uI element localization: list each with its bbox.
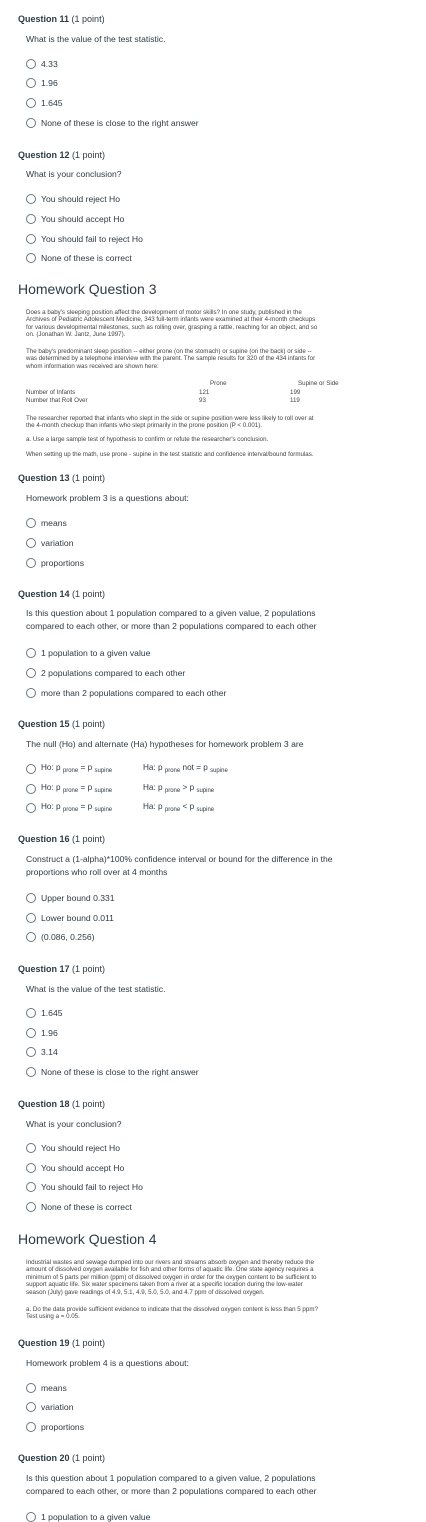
question-18-prompt: What is your conclusion? xyxy=(26,1119,122,1129)
table-header-prone: Prone xyxy=(210,380,227,387)
radio-icon[interactable] xyxy=(26,784,36,794)
q20-option-1[interactable] xyxy=(26,1512,150,1522)
radio-icon[interactable] xyxy=(26,1143,36,1153)
table-cell: 199 xyxy=(290,389,301,396)
question-label: Question 14 xyxy=(18,589,70,599)
option-label: None of these is correct xyxy=(41,1202,132,1212)
option-label: Lower bound 0.011 xyxy=(41,913,114,923)
option-label: 1.645 xyxy=(41,1008,63,1018)
question-12-heading xyxy=(18,150,105,160)
radio-icon[interactable] xyxy=(26,893,36,903)
operator: not = xyxy=(182,763,201,772)
radio-icon[interactable] xyxy=(26,1512,36,1522)
radio-icon[interactable] xyxy=(26,98,36,108)
p-symbol: p xyxy=(87,763,93,772)
question-label: Question 20 xyxy=(18,1453,70,1463)
p-symbol: p xyxy=(87,802,93,811)
option-label: 1.645 xyxy=(41,98,63,108)
subscript: prone xyxy=(164,788,181,794)
radio-icon[interactable] xyxy=(26,59,36,69)
option-label: You should accept Ho xyxy=(41,1163,125,1173)
question-16-prompt xyxy=(26,853,406,879)
option-label: You should reject Ho xyxy=(41,194,120,204)
null-hypothesis xyxy=(41,802,143,813)
option-label: 1.96 xyxy=(41,1028,58,1038)
homework-3-paragraph-3 xyxy=(26,415,396,430)
option-label: 1 population to a given value xyxy=(41,648,151,658)
table-cell: 121 xyxy=(199,389,210,396)
q15-option-1[interactable] xyxy=(26,763,228,774)
radio-icon[interactable] xyxy=(26,932,36,942)
text-line: proportions who roll over at 4 months xyxy=(26,867,168,877)
question-15-heading xyxy=(18,719,105,729)
radio-icon[interactable] xyxy=(26,78,36,88)
question-19-heading xyxy=(18,1338,105,1348)
operator: = xyxy=(80,783,86,792)
q16-option-2[interactable] xyxy=(26,913,114,923)
option-label: None of these is correct xyxy=(41,253,132,263)
text-line: minimum of 5 parts per million (ppm) of dissolved oxygen in order for the oxygen content to be sufficient to xyxy=(26,1273,317,1281)
radio-icon[interactable] xyxy=(26,558,36,568)
q11-option-2[interactable] xyxy=(26,78,58,88)
question-16-heading xyxy=(18,834,105,844)
option-label: means xyxy=(41,1383,67,1393)
text-line: compared to each other, or more than 2 populations compared to each other xyxy=(26,1486,317,1496)
question-points: (1 point) xyxy=(72,150,106,160)
question-14-prompt xyxy=(26,607,406,633)
alternate-hypothesis xyxy=(143,763,228,774)
option-label: You should accept Ho xyxy=(41,214,125,224)
q13-option-1[interactable] xyxy=(26,518,67,528)
question-points: (1 point) xyxy=(72,1099,106,1109)
radio-icon[interactable] xyxy=(26,1008,36,1018)
option-label: None of these is close to the right answer xyxy=(41,118,199,128)
q16-option-1[interactable] xyxy=(26,893,115,903)
q12-option-4[interactable] xyxy=(26,253,132,263)
operator: > xyxy=(182,783,188,792)
subscript: supine xyxy=(196,788,215,794)
text-line: on. (Jonathan W. Jantz, June 1997). xyxy=(26,331,126,339)
subscript: prone xyxy=(62,788,79,794)
p-symbol: p xyxy=(56,783,61,792)
question-points: (1 point) xyxy=(72,834,106,844)
text-line: The researcher reported that infants who slept in the side or supine position were less likely to roll over at xyxy=(26,415,314,422)
question-points: (1 point) xyxy=(72,473,106,483)
radio-icon[interactable] xyxy=(26,1067,36,1077)
subscript: supine xyxy=(210,768,228,774)
question-points: (1 point) xyxy=(72,964,106,974)
text-line: support aquatic life. Six water specimens taken from a river at a specific location during the low-water xyxy=(26,1281,303,1289)
q14-option-1[interactable] xyxy=(26,648,150,658)
null-hypothesis xyxy=(41,763,143,774)
alternate-hypothesis xyxy=(143,783,214,794)
text-line: Does a baby's sleeping position affect the development of motor skills? In one study, published in the xyxy=(26,309,302,316)
q11-option-3[interactable] xyxy=(26,98,63,108)
question-11-heading xyxy=(18,14,105,24)
subscript: supine xyxy=(196,807,215,813)
text-line: amount of dissolved oxygen available for fish and other forms of aquatic life. One state agency requires a xyxy=(26,1266,314,1274)
homework-4-paragraph-1 xyxy=(26,1259,396,1296)
option-label: means xyxy=(41,518,67,528)
q14-option-2[interactable] xyxy=(26,668,185,678)
radio-icon[interactable] xyxy=(26,1028,36,1038)
option-label: proportions xyxy=(41,1422,84,1432)
q13-option-3[interactable] xyxy=(26,558,84,568)
question-points: (1 point) xyxy=(72,1453,106,1463)
option-label: variation xyxy=(41,1402,74,1412)
radio-icon[interactable] xyxy=(26,1163,36,1173)
text-line: season (July) gave readings of 4.9, 5.1, 4.9, 5.0, 5.0, and 4.7 ppm of dissolved oxygen. xyxy=(26,1288,265,1296)
option-label: proportions xyxy=(41,558,84,568)
text-line: a. Do the data provide sufficient evidence to indicate that the dissolved oxygen content is less than 5 ppm? xyxy=(26,1306,318,1313)
q18-option-3[interactable] xyxy=(26,1182,143,1192)
p-symbol: p xyxy=(56,763,61,772)
text-line: Construct a (1-alpha)*100% confidence interval or bound for the difference in the xyxy=(26,854,333,864)
question-label: Question 15 xyxy=(18,719,70,729)
radio-icon[interactable] xyxy=(26,1402,36,1412)
radio-icon[interactable] xyxy=(26,214,36,224)
option-label: Upper bound 0.331 xyxy=(41,893,115,903)
q19-option-3[interactable] xyxy=(26,1422,84,1432)
text-line: compared to each other, or more than 2 populations compared to each other xyxy=(26,621,317,631)
q14-option-3[interactable] xyxy=(26,688,226,698)
question-20-heading xyxy=(18,1453,105,1463)
ho-prefix: Ho: xyxy=(41,783,54,792)
radio-icon[interactable] xyxy=(26,1422,36,1432)
q18-option-1[interactable] xyxy=(26,1143,120,1153)
option-label: None of these is close to the right answer xyxy=(41,1067,199,1077)
question-label: Question 12 xyxy=(18,150,70,160)
ho-prefix: Ho: xyxy=(41,763,54,772)
subscript: prone xyxy=(62,768,79,774)
text-line: Archives of Pediatric Adolescent Medicine, 343 full-term infants were examined at their 4-month checkups xyxy=(26,316,316,324)
operator: = xyxy=(80,763,86,772)
table-header-supine: Supine or Side xyxy=(298,380,339,387)
question-points: (1 point) xyxy=(71,14,105,24)
radio-icon[interactable] xyxy=(26,234,36,244)
question-points: (1 point) xyxy=(72,1338,106,1348)
ha-prefix: Ha: xyxy=(143,783,156,792)
question-20-prompt xyxy=(26,1472,406,1498)
ha-prefix: Ha: xyxy=(143,802,156,811)
question-14-heading xyxy=(18,589,105,599)
q18-option-2[interactable] xyxy=(26,1163,124,1173)
radio-icon[interactable] xyxy=(26,668,36,678)
q16-option-3[interactable] xyxy=(26,932,95,942)
question-17-heading xyxy=(18,964,105,974)
homework-4-title: Homework Question 4 xyxy=(18,1231,157,1247)
alternate-hypothesis xyxy=(143,802,214,813)
p-symbol: p xyxy=(203,763,208,772)
option-label: You should fail to reject Ho xyxy=(41,234,143,244)
option-label: 1.96 xyxy=(41,78,58,88)
homework-3-paragraph-4: a. Use a large sample test of hypothesis to confirm or refute the researcher's conclusion. xyxy=(26,436,269,443)
text-line: The baby's predominant sleep position -- either prone (on the stomach) or supine (on the back) or side -- xyxy=(26,348,312,355)
question-11-prompt: What is the value of the test statistic. xyxy=(26,34,166,44)
radio-icon[interactable] xyxy=(26,913,36,923)
null-hypothesis xyxy=(41,783,143,794)
radio-icon[interactable] xyxy=(26,688,36,698)
q17-option-4[interactable] xyxy=(26,1067,199,1077)
text-line: Is this question about 1 population compared to a given value, 2 populations xyxy=(26,1473,316,1483)
q13-option-2[interactable] xyxy=(26,538,73,548)
option-label: variation xyxy=(41,538,74,548)
question-points: (1 point) xyxy=(72,719,106,729)
text-line: the 4-month checkup than infants who slept primarily in the prone position (P < 0.001). xyxy=(26,422,263,430)
radio-icon[interactable] xyxy=(26,253,36,263)
text-line: Industrial wastes and sewage dumped into our rivers and streams absorb oxygen and thereby reduce the xyxy=(26,1259,314,1266)
radio-icon[interactable] xyxy=(26,194,36,204)
radio-icon[interactable] xyxy=(26,518,36,528)
q18-option-4[interactable] xyxy=(26,1202,132,1212)
radio-icon[interactable] xyxy=(26,648,36,658)
operator: = xyxy=(80,802,86,811)
q12-option-1[interactable] xyxy=(26,194,120,204)
question-label: Question 16 xyxy=(18,834,70,844)
p-symbol: p xyxy=(158,763,163,772)
homework-4-paragraph-2 xyxy=(26,1306,396,1321)
q15-option-2[interactable] xyxy=(26,783,214,794)
option-label: You should reject Ho xyxy=(41,1143,120,1153)
question-19-prompt: Homework problem 4 is a questions about: xyxy=(26,1358,189,1368)
subscript: prone xyxy=(164,807,181,813)
subscript: prone xyxy=(62,807,79,813)
q12-option-3[interactable] xyxy=(26,234,143,244)
q19-option-2[interactable] xyxy=(26,1402,73,1412)
question-12-prompt: What is your conclusion? xyxy=(26,169,122,179)
ho-prefix: Ho: xyxy=(41,802,54,811)
question-label: Question 11 xyxy=(18,14,70,24)
q11-option-4[interactable] xyxy=(26,118,199,128)
p-symbol: p xyxy=(87,783,93,792)
p-symbol: p xyxy=(158,783,163,792)
question-points: (1 point) xyxy=(72,589,106,599)
homework-3-paragraph-5: When setting up the math, use prone - supine in the test statistic and confidence interval/bound formulas. xyxy=(26,451,314,458)
radio-icon[interactable] xyxy=(26,1047,36,1057)
question-label: Question 13 xyxy=(18,473,70,483)
p-symbol: p xyxy=(189,783,195,792)
p-symbol: p xyxy=(189,802,195,811)
homework-3-title: Homework Question 3 xyxy=(18,281,157,297)
table-row-label: Number that Roll Over xyxy=(26,397,88,404)
table-cell: 93 xyxy=(199,397,206,404)
q15-option-3[interactable] xyxy=(26,802,214,813)
option-label: 2 populations compared to each other xyxy=(41,668,186,678)
operator: < xyxy=(182,802,188,811)
q12-option-2[interactable] xyxy=(26,214,124,224)
ha-prefix: Ha: xyxy=(143,763,156,772)
q17-option-2[interactable] xyxy=(26,1028,58,1038)
radio-icon[interactable] xyxy=(26,1202,36,1212)
p-symbol: p xyxy=(158,802,163,811)
table-row-label: Number of Infants xyxy=(26,389,76,396)
question-13-prompt: Homework problem 3 is a questions about: xyxy=(26,493,189,503)
q19-option-1[interactable] xyxy=(26,1383,67,1393)
option-label: 4.33 xyxy=(41,59,58,69)
table-cell: 119 xyxy=(290,397,300,404)
radio-icon[interactable] xyxy=(26,538,36,548)
option-label: 1 population to a given value xyxy=(41,1512,151,1522)
subscript: supine xyxy=(94,768,113,774)
text-line: whom information was received are shown here: xyxy=(26,362,159,370)
text-line: Test using a = 0.05. xyxy=(26,1313,80,1321)
radio-icon[interactable] xyxy=(26,764,36,774)
radio-icon[interactable] xyxy=(26,803,36,813)
option-label: (0.086, 0.256) xyxy=(41,932,95,942)
option-label: 3.14 xyxy=(41,1047,58,1057)
question-label: Question 17 xyxy=(18,964,70,974)
homework-3-paragraph-2 xyxy=(26,348,396,370)
subscript: prone xyxy=(164,768,181,774)
q17-option-1[interactable] xyxy=(26,1008,63,1018)
question-label: Question 19 xyxy=(18,1338,70,1348)
subscript: supine xyxy=(94,788,113,794)
question-13-heading xyxy=(18,473,105,483)
radio-icon[interactable] xyxy=(26,1383,36,1393)
text-line: Is this question about 1 population compared to a given value, 2 populations xyxy=(26,608,316,618)
radio-icon[interactable] xyxy=(26,1182,36,1192)
question-label: Question 18 xyxy=(18,1099,70,1109)
text-line: for various developmental milestones, such as rolling over, grasping a rattle, reaching for an object, and so xyxy=(26,323,318,331)
option-label: more than 2 populations compared to each other xyxy=(41,688,227,698)
question-15-prompt: The null (Ho) and alternate (Ha) hypotheses for homework problem 3 are xyxy=(26,739,304,749)
question-17-prompt: What is the value of the test statistic. xyxy=(26,984,166,994)
radio-icon[interactable] xyxy=(26,118,36,128)
q11-option-1[interactable] xyxy=(26,59,58,69)
question-18-heading xyxy=(18,1099,105,1109)
homework-3-paragraph-1 xyxy=(26,309,396,339)
subscript: supine xyxy=(94,807,113,813)
p-symbol: p xyxy=(56,802,61,811)
q17-option-3[interactable] xyxy=(26,1047,58,1057)
option-label: You should fail to reject Ho xyxy=(41,1182,143,1192)
text-line: was determined by a telephone interview with the parent. The sample results for 320 of the 434 infants for xyxy=(26,355,316,363)
